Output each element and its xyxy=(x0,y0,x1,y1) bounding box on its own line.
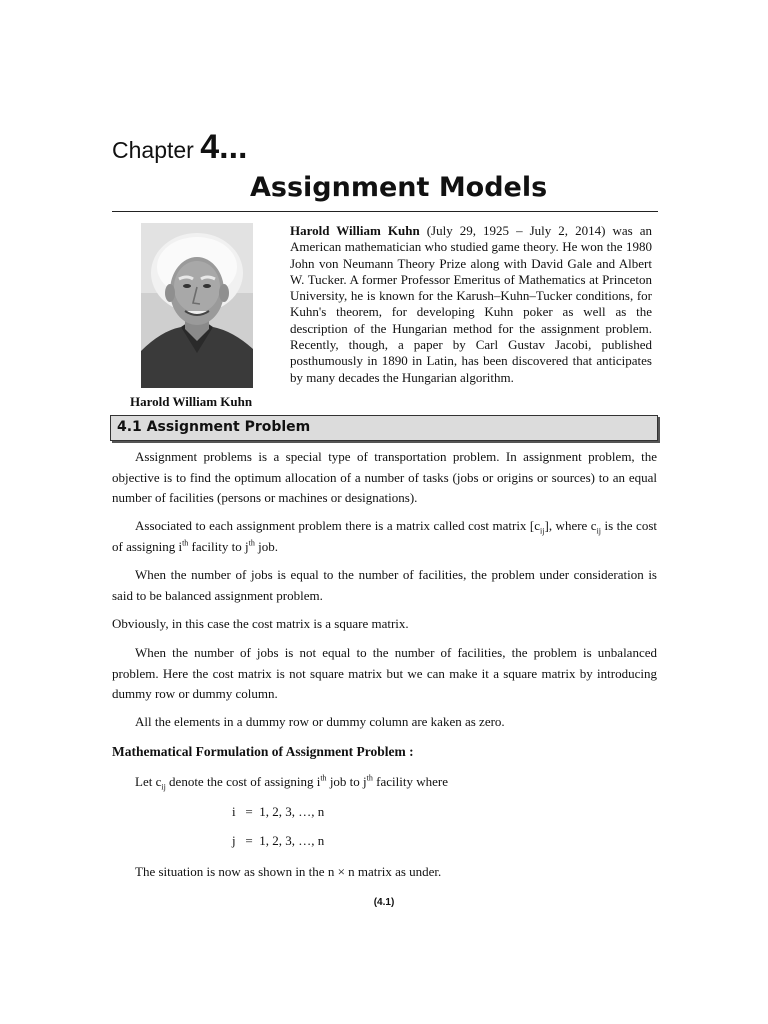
paragraph-3: When the number of jobs is equal to the number of facilities, the problem under consideration is said to be balanced assignment problem. xyxy=(112,567,657,603)
section-header xyxy=(110,415,658,441)
paragraph-1: Assignment problems is a special type of transportation problem. In assignment problem, the objective is to find the optimum allocation of a number of tasks (jobs or origins or sources) to an equal number of facilities (persons or machines or designations). xyxy=(112,449,657,505)
chapter-label xyxy=(112,128,247,167)
title-rule xyxy=(112,211,658,212)
equation-j: j = 1, 2, 3, …, n xyxy=(232,833,325,848)
formulation-let: Let $c_{ij}$ denote the cost of assigning $i^{th}$ job to $j^{th}$ facility where xyxy=(135,773,448,792)
page-number: (4.1) xyxy=(373,897,395,908)
paragraph-5: When the number of jobs is not equal to the number of facilities, the problem is unbalanced problem. Here the cost matrix is not square matrix but we can make it a square matrix by introducing dummy row or dummy column. xyxy=(112,645,657,701)
formulation-heading: Mathematical Formulation of Assignment Problem : xyxy=(112,744,414,759)
bio-text: (July 29, 1925 – July 2, 2014) was an American mathematician who studied game theory. He won the 1980 John von Neumann Theory Prize along with David Gale and Albert W. Tucker. A former Professor Emeritus of Mathematics at Princeton University, he is known for the Karush–Kuhn–Tucker conditions, for Kuhn's theorem, for developing Kuhn poker as well as the description of the Hungarian method for the assignment problem. Recently, though, a paper by Carl Gustav Jacobi, published posthumously in 1890 in Latin, has been discovered that anticipates by many decades the Hungarian algorithm. xyxy=(290,223,652,385)
chapter-number: 4... xyxy=(200,128,248,166)
chapter-title: Assignment Models xyxy=(250,172,548,203)
paragraph-4: Obviously, in this case the cost matrix is a square matrix. xyxy=(112,616,409,631)
paragraph-6: All the elements in a dummy row or dummy column are kaken as zero. xyxy=(135,714,505,729)
situation-text: The situation is now as shown in the n × n matrix as under. xyxy=(135,864,442,879)
portrait-photo xyxy=(141,223,253,388)
section-title: 4.1 Assignment Problem xyxy=(117,419,311,435)
bio-name: Harold William Kuhn xyxy=(290,223,420,238)
equation-i: i = 1, 2, 3, …, n xyxy=(232,804,325,819)
portrait-caption: Harold William Kuhn xyxy=(130,394,253,409)
chapter-word: Chapter xyxy=(112,137,194,163)
paragraph-2: Associated to each assignment problem there is a matrix called cost matrix $[c_{ij}]$, where $c_{ij}$ is the cost of assigning $i^{th}$ facility to $j^{th}$ job. xyxy=(112,518,657,554)
bio-paragraph xyxy=(290,223,652,386)
